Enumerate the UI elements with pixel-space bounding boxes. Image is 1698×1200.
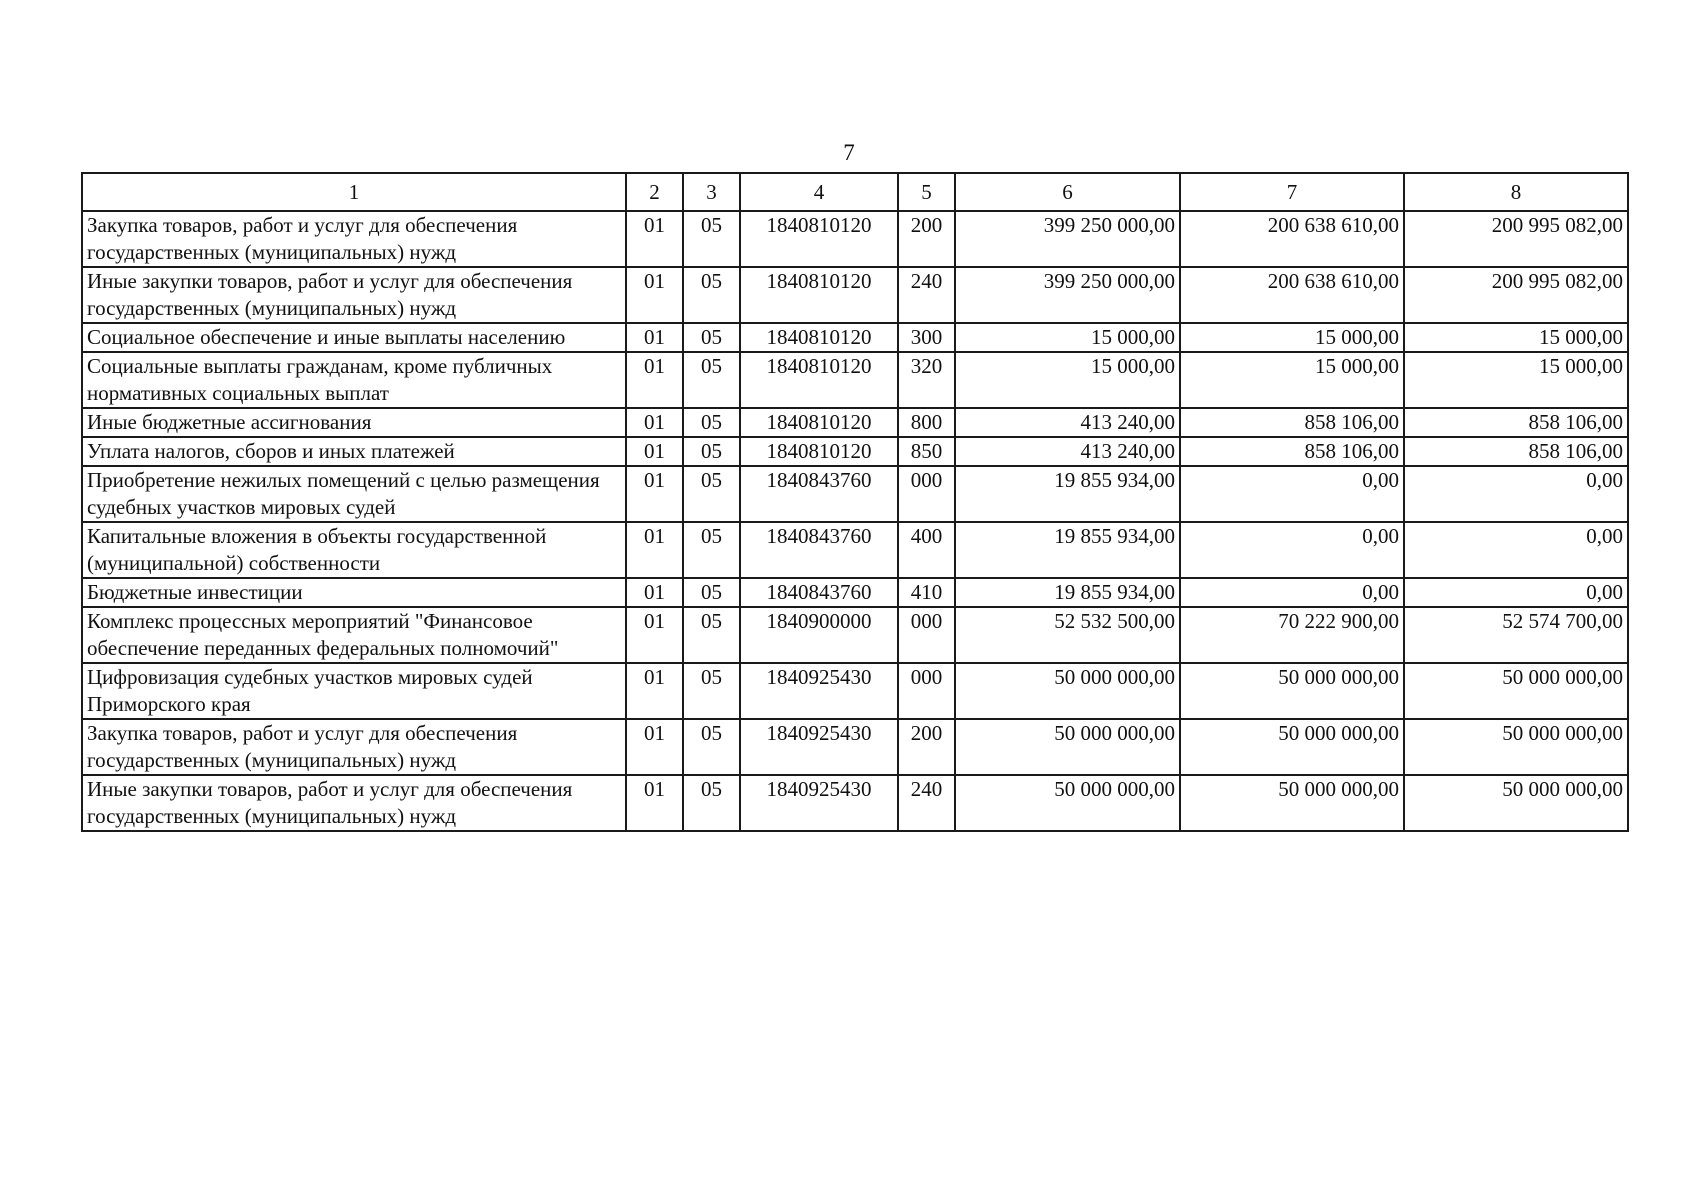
target-article-code: 1840900000 [740,607,898,663]
amount-year-2: 15 000,00 [1180,323,1404,352]
expense-type-code: 240 [898,775,955,831]
row-name: Иные бюджетные ассигнования [82,408,626,437]
table-row [82,578,1628,607]
expense-type-code: 400 [898,522,955,578]
table-header-row [82,173,1628,211]
amount-year-1: 399 250 000,00 [955,211,1180,267]
amount-year-3: 0,00 [1404,466,1628,522]
column-header: 3 [683,173,740,211]
amount-year-1: 15 000,00 [955,323,1180,352]
subsection-code: 05 [683,522,740,578]
section-code: 01 [626,437,683,466]
row-name: Уплата налогов, сборов и иных платежей [82,437,626,466]
amount-year-1: 399 250 000,00 [955,267,1180,323]
row-name: Бюджетные инвестиции [82,578,626,607]
expense-type-code: 320 [898,352,955,408]
expense-type-code: 000 [898,466,955,522]
row-name: Социальные выплаты гражданам, кроме публичных нормативных социальных выплат [82,352,626,408]
budget-table [81,172,1629,832]
amount-year-1: 19 855 934,00 [955,466,1180,522]
target-article-code: 1840925430 [740,719,898,775]
amount-year-1: 413 240,00 [955,437,1180,466]
amount-year-1: 50 000 000,00 [955,663,1180,719]
table-row [82,775,1628,831]
amount-year-3: 858 106,00 [1404,408,1628,437]
amount-year-3: 50 000 000,00 [1404,719,1628,775]
section-code: 01 [626,323,683,352]
amount-year-1: 413 240,00 [955,408,1180,437]
amount-year-1: 50 000 000,00 [955,719,1180,775]
amount-year-3: 0,00 [1404,578,1628,607]
target-article-code: 1840843760 [740,578,898,607]
row-name: Закупка товаров, работ и услуг для обеспечения государственных (муниципальных) нужд [82,211,626,267]
target-article-code: 1840810120 [740,267,898,323]
column-header: 7 [1180,173,1404,211]
amount-year-2: 50 000 000,00 [1180,719,1404,775]
target-article-code: 1840925430 [740,775,898,831]
table-row [82,408,1628,437]
subsection-code: 05 [683,719,740,775]
expense-type-code: 300 [898,323,955,352]
table-row [82,352,1628,408]
table-row [82,719,1628,775]
amount-year-3: 15 000,00 [1404,352,1628,408]
subsection-code: 05 [683,267,740,323]
row-name: Закупка товаров, работ и услуг для обеспечения государственных (муниципальных) нужд [82,719,626,775]
subsection-code: 05 [683,607,740,663]
row-name: Иные закупки товаров, работ и услуг для обеспечения государственных (муниципальных) нужд [82,775,626,831]
amount-year-2: 15 000,00 [1180,352,1404,408]
section-code: 01 [626,578,683,607]
target-article-code: 1840810120 [740,323,898,352]
table-body [82,211,1628,831]
row-name: Приобретение нежилых помещений с целью размещения судебных участков мировых судей [82,466,626,522]
target-article-code: 1840810120 [740,352,898,408]
column-header: 8 [1404,173,1628,211]
subsection-code: 05 [683,408,740,437]
section-code: 01 [626,267,683,323]
target-article-code: 1840810120 [740,211,898,267]
section-code: 01 [626,211,683,267]
subsection-code: 05 [683,775,740,831]
expense-type-code: 850 [898,437,955,466]
section-code: 01 [626,352,683,408]
section-code: 01 [626,466,683,522]
table-row [82,663,1628,719]
subsection-code: 05 [683,211,740,267]
amount-year-2: 50 000 000,00 [1180,775,1404,831]
column-header: 2 [626,173,683,211]
section-code: 01 [626,408,683,437]
amount-year-3: 50 000 000,00 [1404,775,1628,831]
row-name: Капитальные вложения в объекты государственной (муниципальной) собственности [82,522,626,578]
expense-type-code: 200 [898,719,955,775]
table-row [82,211,1628,267]
amount-year-3: 200 995 082,00 [1404,211,1628,267]
section-code: 01 [626,522,683,578]
table-row [82,267,1628,323]
table-row [82,323,1628,352]
amount-year-1: 52 532 500,00 [955,607,1180,663]
column-header: 1 [82,173,626,211]
amount-year-3: 15 000,00 [1404,323,1628,352]
amount-year-3: 52 574 700,00 [1404,607,1628,663]
target-article-code: 1840810120 [740,408,898,437]
amount-year-3: 858 106,00 [1404,437,1628,466]
subsection-code: 05 [683,437,740,466]
section-code: 01 [626,775,683,831]
target-article-code: 1840810120 [740,437,898,466]
table-row [82,522,1628,578]
amount-year-2: 0,00 [1180,578,1404,607]
section-code: 01 [626,607,683,663]
amount-year-2: 858 106,00 [1180,408,1404,437]
row-name: Комплекс процессных мероприятий "Финансовое обеспечение переданных федеральных полномочий" [82,607,626,663]
amount-year-2: 858 106,00 [1180,437,1404,466]
table-row [82,607,1628,663]
row-name: Иные закупки товаров, работ и услуг для обеспечения государственных (муниципальных) нужд [82,267,626,323]
amount-year-1: 15 000,00 [955,352,1180,408]
subsection-code: 05 [683,323,740,352]
section-code: 01 [626,719,683,775]
target-article-code: 1840843760 [740,522,898,578]
row-name: Социальное обеспечение и иные выплаты населению [82,323,626,352]
subsection-code: 05 [683,578,740,607]
expense-type-code: 000 [898,607,955,663]
subsection-code: 05 [683,466,740,522]
amount-year-3: 200 995 082,00 [1404,267,1628,323]
amount-year-2: 0,00 [1180,522,1404,578]
amount-year-1: 19 855 934,00 [955,578,1180,607]
amount-year-1: 50 000 000,00 [955,775,1180,831]
amount-year-2: 200 638 610,00 [1180,211,1404,267]
page-number: 7 [843,140,855,165]
row-name: Цифровизация судебных участков мировых судей Приморского края [82,663,626,719]
section-code: 01 [626,663,683,719]
amount-year-2: 50 000 000,00 [1180,663,1404,719]
expense-type-code: 410 [898,578,955,607]
subsection-code: 05 [683,663,740,719]
amount-year-3: 0,00 [1404,522,1628,578]
expense-type-code: 240 [898,267,955,323]
amount-year-3: 50 000 000,00 [1404,663,1628,719]
amount-year-2: 70 222 900,00 [1180,607,1404,663]
table-row [82,466,1628,522]
column-header: 6 [955,173,1180,211]
expense-type-code: 000 [898,663,955,719]
amount-year-2: 0,00 [1180,466,1404,522]
amount-year-2: 200 638 610,00 [1180,267,1404,323]
expense-type-code: 200 [898,211,955,267]
subsection-code: 05 [683,352,740,408]
column-header: 4 [740,173,898,211]
target-article-code: 1840925430 [740,663,898,719]
amount-year-1: 19 855 934,00 [955,522,1180,578]
column-header: 5 [898,173,955,211]
target-article-code: 1840843760 [740,466,898,522]
expense-type-code: 800 [898,408,955,437]
table-row [82,437,1628,466]
